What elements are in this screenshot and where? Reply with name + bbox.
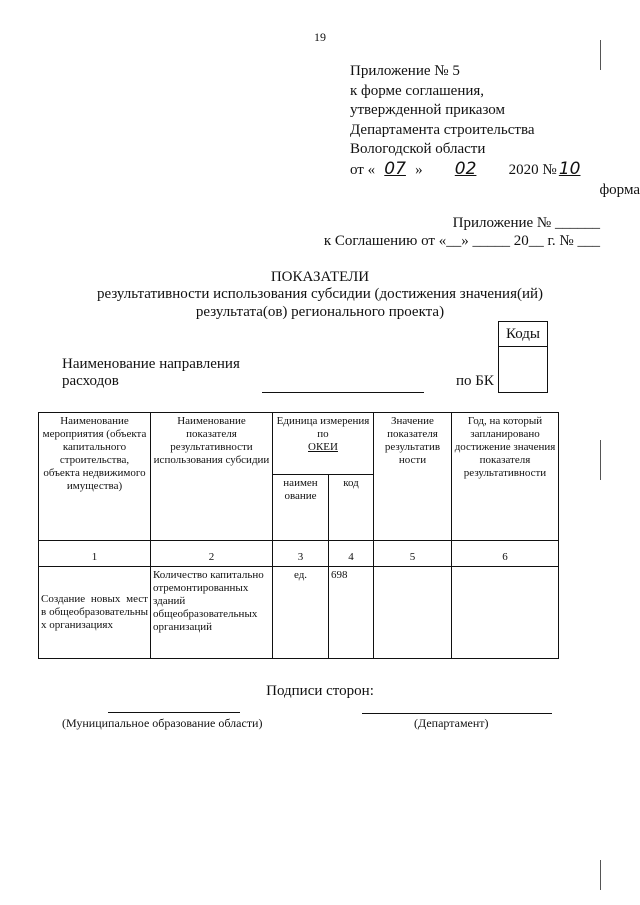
col-number-6: 6: [452, 541, 559, 567]
date-prefix: от «: [350, 161, 376, 178]
direction-line-2: расходов: [62, 373, 119, 389]
agreement-line: к Соглашению от «__» _____ 20__ г. № ___: [323, 233, 600, 249]
header-okei: ОКЕИ: [308, 441, 338, 453]
row-code: 698: [329, 567, 374, 659]
appendix-line-4: Департамента строительства: [350, 121, 535, 138]
appendix-header: [350, 62, 583, 180]
codes-label: Коды: [499, 322, 547, 347]
signature-line-right: [362, 713, 552, 714]
signature-left-label: (Муниципальное образование области): [62, 716, 263, 730]
handwritten-number: 10: [558, 158, 581, 179]
col-number-3: 3: [273, 541, 329, 567]
appendix-line-3: утвержденной приказом: [350, 102, 506, 118]
scan-margin-mark: [600, 40, 601, 70]
doc-subtitle-1: результативности использования субсидии (достижения значения(ий): [96, 286, 544, 302]
codes-box: [498, 321, 548, 393]
row-indicator: Количество капитально отремонтированных зданий общеобразовательных организаций: [151, 567, 273, 659]
scan-margin-mark: [600, 860, 601, 890]
header-unit-code: код: [329, 475, 374, 541]
appendix2-line: Приложение № ______: [452, 215, 600, 231]
header-event: Наименование мероприятия (объекта капитального строительства, объекта недвижимого имущества): [39, 413, 151, 541]
date-mid: »: [415, 161, 423, 178]
col-number-5: 5: [374, 541, 452, 567]
doc-title: ПОКАЗАТЕЛИ: [270, 269, 370, 285]
doc-subtitle-2: результата(ов) регионального проекта): [195, 304, 445, 320]
direction-line-1: Наименование направления: [62, 356, 240, 372]
appendix-line-1: Приложение № 5: [350, 63, 460, 79]
date-year: 2020 №: [508, 161, 557, 178]
signature-right-label: (Департамент): [414, 716, 489, 730]
handwritten-day: 07: [384, 158, 406, 179]
bk-label: по БК: [456, 373, 494, 389]
row-unit: ед.: [273, 567, 329, 659]
col-number-2: 2: [151, 541, 273, 567]
header-indicator: Наименование показателя результативности использования субсидии: [151, 413, 273, 541]
header-unit-group: [273, 413, 374, 475]
appendix-line-5: Вологодской области: [350, 141, 486, 157]
form-label: форма: [599, 182, 640, 198]
col-number-4: 4: [329, 541, 374, 567]
signatures-title: Подписи сторон:: [266, 683, 374, 699]
scan-margin-mark: [600, 440, 601, 480]
row-value: [374, 567, 452, 659]
row-year: [452, 567, 559, 659]
appendix-date-line: [350, 160, 583, 181]
appendix-line-2: к форме соглашения,: [350, 82, 485, 99]
row-event: Создание новых мест в общеобразовательны х организациях: [39, 567, 151, 659]
page-number: 19: [314, 30, 326, 44]
indicators-table: [38, 412, 559, 659]
signature-line-left: [108, 712, 240, 713]
header-value: Значение показателя результатив ности: [374, 413, 452, 541]
header-year: Год, на который запланировано достижение значения показателя результативности: [452, 413, 559, 541]
direction-label: [62, 356, 240, 390]
direction-blank-line: [262, 392, 424, 393]
header-unit-text: Единица измерения по: [276, 415, 370, 440]
header-unit-name: наимен ование: [273, 475, 329, 541]
handwritten-month: 02: [454, 158, 477, 179]
col-number-1: 1: [39, 541, 151, 567]
